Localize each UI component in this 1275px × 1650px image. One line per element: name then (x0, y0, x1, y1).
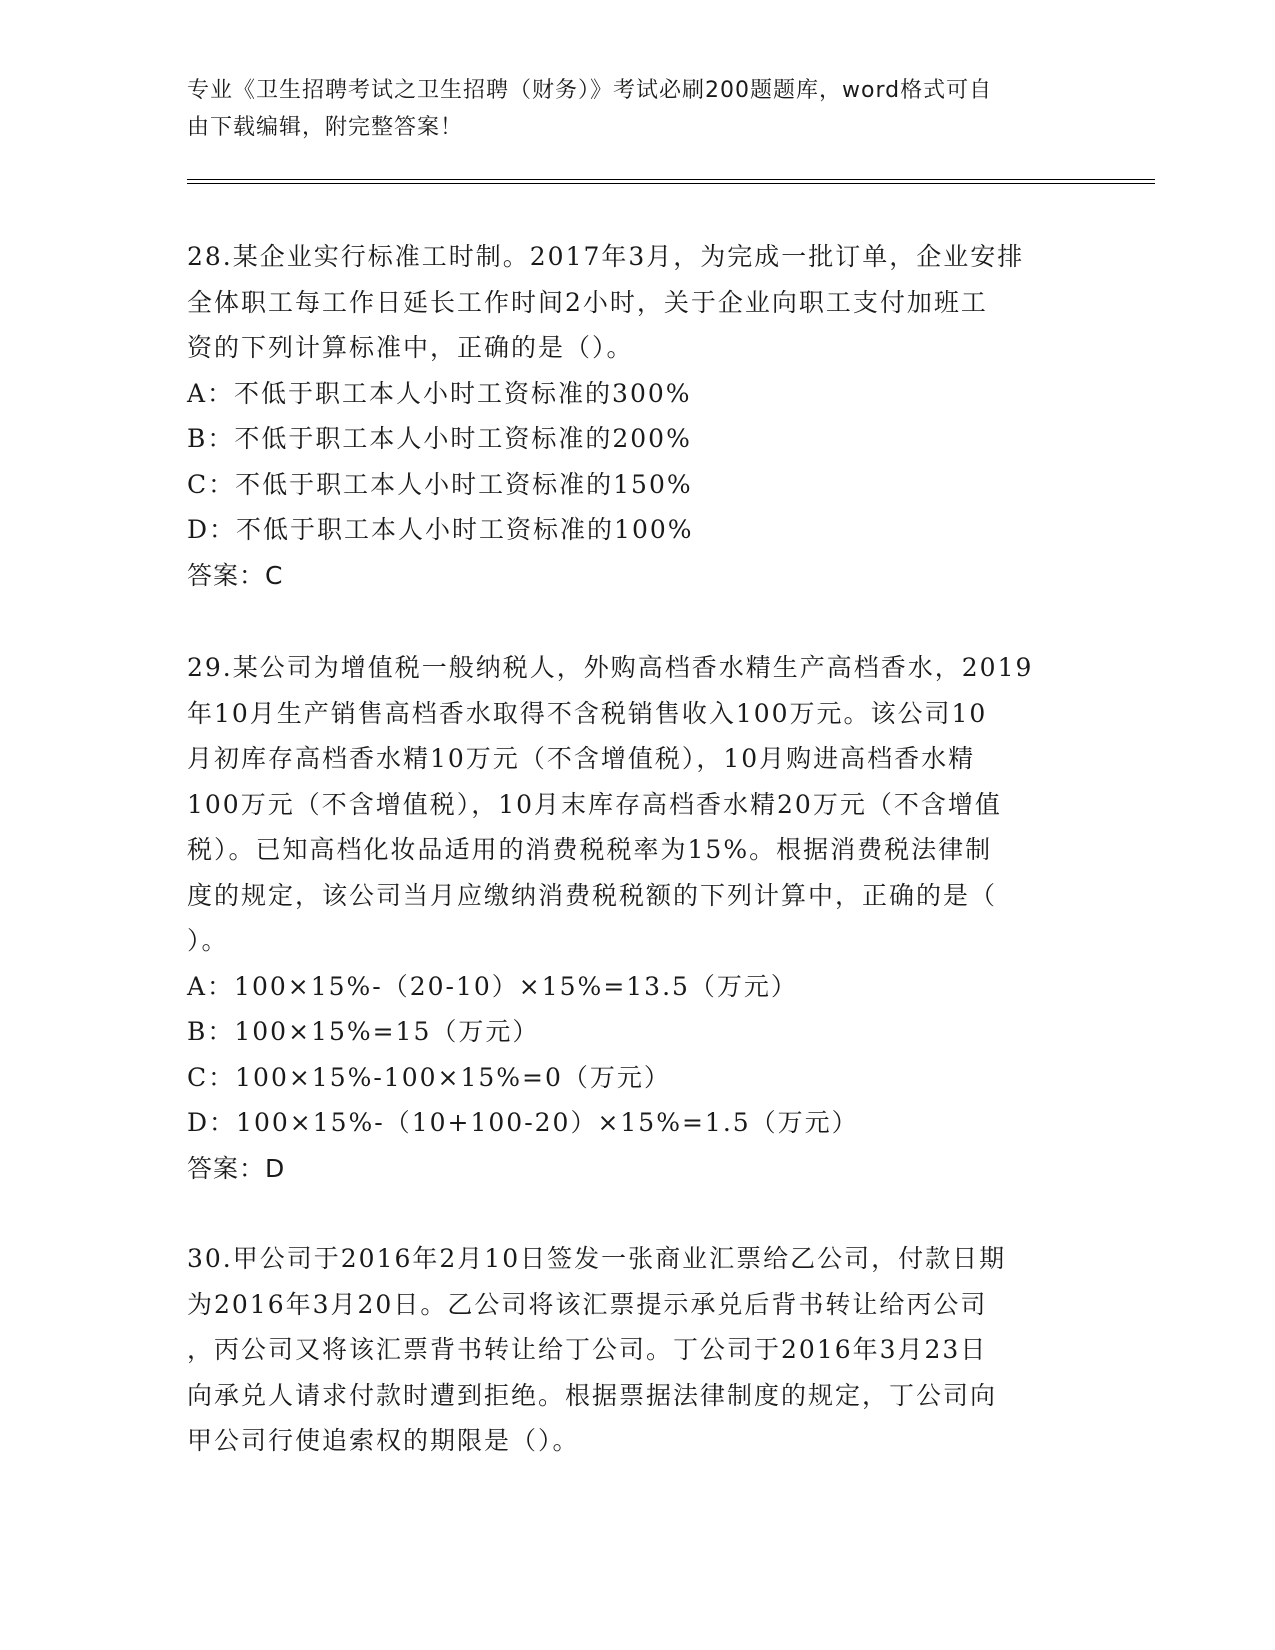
header-divider-top (187, 179, 1155, 180)
option-a: A：100×15%-（20-10）×15%=13.5（万元） (187, 971, 798, 1001)
question-text: 28.某企业实行标准工时制。2017年3月，为完成一批订单，企业安排 全体职工每工作日延长工作时间2小时，关于企业向职工支付加班工 资的下列计算标准中，正确的是（）。 (187, 242, 1025, 362)
document-header (187, 72, 1087, 146)
option-b: B：100×15%=15（万元） (187, 1017, 540, 1046)
question-30 (187, 1236, 1087, 1464)
question-28 (187, 234, 1087, 598)
question-29 (187, 645, 1087, 1191)
answer: 答案：C (187, 560, 284, 590)
header-divider-bottom (187, 183, 1155, 184)
answer: 答案：D (187, 1153, 286, 1183)
option-a: A：不低于职工本人小时工资标准的300% (187, 378, 692, 408)
question-text: 30.甲公司于2016年2月10日签发一张商业汇票给乙公司，付款日期 为2016年3月20日。乙公司将该汇票提示承兑后背书转让给丙公司 ，丙公司又将该汇票背书转让给丁公司。丁公司于2016年3月23日 向承兑人请求付款时遭到拒绝。根据票据法律制度的规定，丁公司向 甲公司行使追索权的期限是（）。 (187, 1244, 1007, 1455)
option-c: C：100×15%-100×15%=0（万元） (187, 1062, 671, 1092)
option-d: D：100×15%-（10+100-20）×15%=1.5（万元） (187, 1108, 859, 1137)
option-b: B：不低于职工本人小时工资标准的200% (187, 424, 692, 453)
option-d: D：不低于职工本人小时工资标准的100% (187, 515, 694, 544)
option-c: C：不低于职工本人小时工资标准的150% (187, 469, 693, 499)
question-text: 29.某公司为增值税一般纳税人，外购高档香水精生产高档香水，2019 年10月生产销售高档香水取得不含税销售收入100万元。该公司10 月初库存高档香水精10万元（不含增值税），10月购进高档香水精 100万元（不含增值税），10月末库存高档香水精20万元（不含增值 税）。已知高档化妆品适用的消费税税率为15%。根据消费税法律制 度的规定，该公司当月应缴纳消费税税额的下列计算中，正确的是（ ）。 (187, 653, 1034, 955)
document-title: 专业《卫生招聘考试之卫生招聘（财务）》考试必刷200题题库，word格式可自 由下载编辑，附完整答案！ (187, 78, 993, 140)
